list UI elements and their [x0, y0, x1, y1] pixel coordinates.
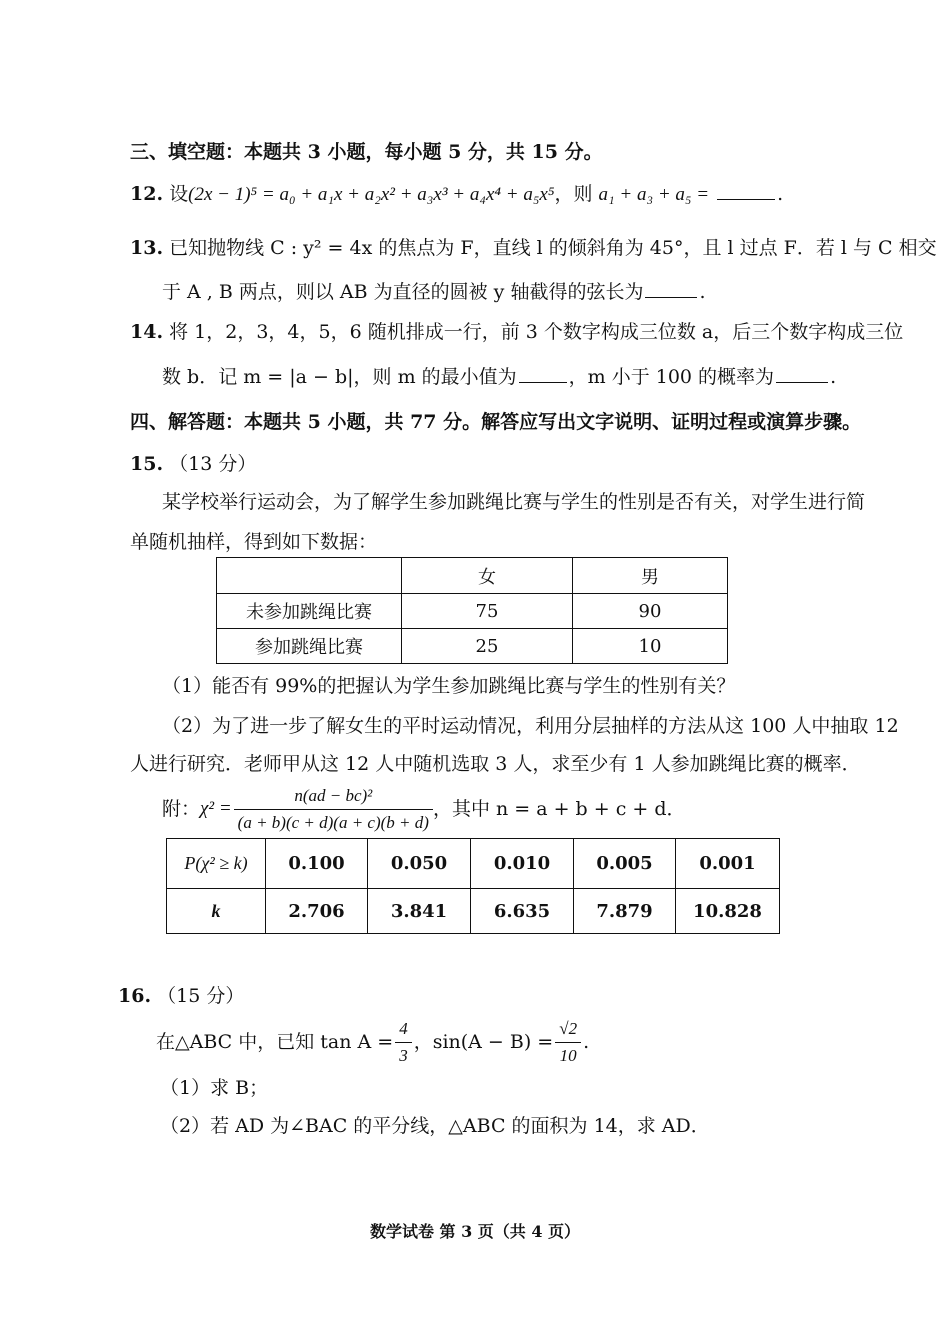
q16-given	[156, 1016, 589, 1068]
q16-part2: （2）若 AD 为∠BAC 的平分线，△ABC 的面积为 14，求 AD．	[160, 1115, 710, 1137]
q14-number: 14.	[130, 321, 164, 343]
q15-part2-line1: （2）为了进一步了解女生的平时运动情况，利用分层抽样的方法从这 100 人中抽取 12	[162, 715, 899, 737]
chi-square-formula	[162, 786, 686, 832]
table-cell: 10.828	[676, 889, 780, 934]
table-cell: 3.841	[368, 889, 471, 934]
table-header-cell	[217, 558, 402, 594]
q16-score: （15 分）	[157, 985, 245, 1007]
q14-line2-a: 数 b．记 m = |a − b|，则 m 的最小值为	[162, 366, 517, 388]
section4-title: 四、解答题：本题共 5 小题，共 77 分。解答应写出文字说明、证明过程或演算步骤。	[130, 411, 862, 433]
chi-square-table	[166, 838, 780, 934]
table-header-row	[217, 558, 728, 594]
q16-number: 16.	[118, 985, 152, 1007]
q15-part2-line2: 人进行研究．老师甲从这 12 人中随机选取 3 人，求至少有 1 人参加跳绳比赛的概率．	[130, 753, 861, 775]
q12-number: 12.	[130, 183, 164, 205]
q13-answer-blank[interactable]	[645, 281, 697, 298]
q16-given-b: ，sin(A − B) =	[413, 1031, 554, 1053]
table-header-cell: 男	[573, 558, 728, 594]
table-cell: 7.879	[574, 889, 676, 934]
question-12	[130, 182, 783, 207]
q15-part1: （1）能否有 99%的把握认为学生参加跳绳比赛与学生的性别有关？	[162, 675, 736, 697]
q15-intro-line1: 某学校举行运动会，为了解学生参加跳绳比赛与学生的性别是否有关，对学生进行简	[162, 491, 866, 513]
section3-title: 三、填空题：本题共 3 小题，每小题 5 分，共 15 分。	[130, 141, 603, 163]
q14-blank-2[interactable]	[776, 366, 828, 383]
q12-ask: a₁ + a₃ + a₅ =	[598, 184, 710, 205]
question-15-header	[130, 452, 256, 476]
table-cell: k	[167, 889, 266, 934]
table-cell: 75	[402, 594, 573, 629]
chi-lhs: χ² =	[200, 798, 232, 819]
chi-numerator: n(ad − bc)²	[234, 784, 433, 810]
question-13-line2	[162, 280, 706, 304]
q12-answer-blank[interactable]	[717, 183, 775, 200]
sin-denominator: 10	[559, 1045, 577, 1065]
q16-given-a: 在△ABC 中，已知 tan A =	[156, 1031, 394, 1053]
table-cell: P(χ² ≥ k)	[167, 839, 266, 889]
chi-denominator: (a + b)(c + d)(a + c)(b + d)	[237, 812, 429, 832]
table-cell: 90	[573, 594, 728, 629]
q16-given-end: .	[583, 1031, 590, 1053]
q14-blank-1[interactable]	[519, 366, 567, 383]
q13-number: 13.	[130, 237, 164, 259]
table-row	[167, 889, 780, 934]
table-cell: 0.050	[368, 839, 471, 889]
table-cell: 2.706	[266, 889, 368, 934]
q15-score: （13 分）	[169, 453, 257, 475]
q13-end: .	[699, 281, 706, 303]
table-cell: 0.010	[471, 839, 574, 889]
q15-intro-line2: 单随机抽样，得到如下数据：	[130, 531, 378, 553]
q14-line1: 将 1，2，3，4，5，6 随机排成一行，前 3 个数字构成三位数 a，后三个数字构成三位	[169, 321, 904, 343]
tan-denominator: 3	[399, 1045, 408, 1065]
question-16-header	[118, 984, 244, 1008]
table-cell: 6.635	[471, 889, 574, 934]
chi-fraction	[234, 784, 433, 835]
table-row	[167, 839, 780, 889]
q16-part1: （1）求 B；	[160, 1077, 269, 1099]
sin-numerator: √2	[555, 1017, 581, 1043]
q12-end: .	[777, 183, 784, 205]
table-cell: 未参加跳绳比赛	[217, 594, 402, 629]
q14-end: .	[830, 366, 837, 388]
question-14-line2	[162, 365, 836, 389]
q13-line1: 已知抛物线 C : y² = 4x 的焦点为 F，直线 l 的倾斜角为 45°，且 l 过点 F．若 l 与 C 相交	[169, 237, 937, 259]
table-cell: 0.100	[266, 839, 368, 889]
question-13-line1	[130, 236, 937, 260]
q12-expr: (2x − 1)⁵ = a₀ + a₁x + a₂x² + a₃x³ + a₄x⁴ + a₅x⁵	[188, 184, 555, 205]
appendix-label: 附：	[162, 798, 201, 820]
table-cell: 10	[573, 629, 728, 664]
table-cell: 0.005	[574, 839, 676, 889]
q12-text-a: 设	[169, 183, 189, 205]
tan-fraction	[395, 1017, 412, 1068]
table-header-cell: 女	[402, 558, 573, 594]
q14-line2-b: ，m 小于 100 的概率为	[568, 366, 775, 388]
q15-number: 15.	[130, 453, 164, 475]
table-cell: 25	[402, 629, 573, 664]
table-row	[217, 594, 728, 629]
sin-fraction	[555, 1017, 581, 1068]
q13-line2: 于 A , B 两点，则以 AB 为直径的圆被 y 轴截得的弦长为	[162, 281, 644, 303]
q15-data-table	[216, 557, 728, 664]
tan-numerator: 4	[395, 1017, 412, 1043]
table-cell: 0.001	[676, 839, 780, 889]
chi-tail: ，其中 n = a + b + c + d．	[432, 798, 686, 820]
question-14-line1	[130, 320, 903, 344]
table-row	[217, 629, 728, 664]
page-footer: 数学试卷 第 3 页（共 4 页）	[369, 1222, 581, 1241]
q12-text-b: ，则	[554, 183, 593, 205]
table-cell: 参加跳绳比赛	[217, 629, 402, 664]
